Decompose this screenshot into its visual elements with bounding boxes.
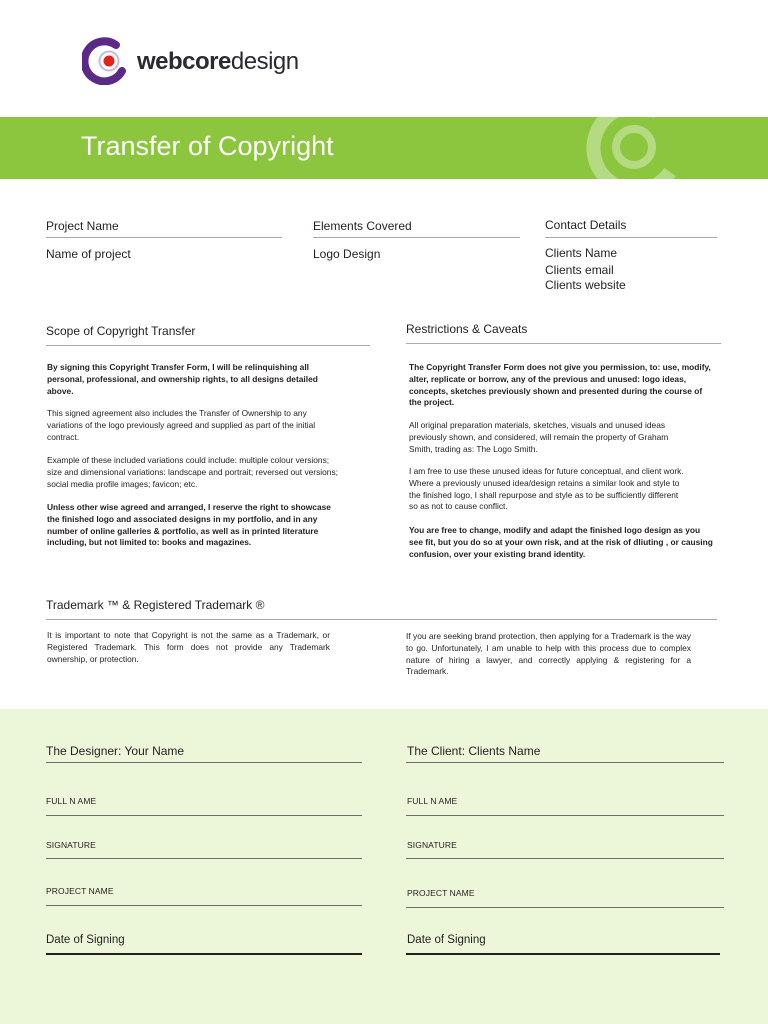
scope-paragraph-1: By signing this Copyright Transfer Form, I will be relinquishing all personal, professional, and ownership rights, to all designs detailed above. [47, 362, 318, 396]
project-name-rule [46, 237, 282, 238]
restrictions-paragraph-3: I am free to use these unused ideas for future conceptual, and client work. Where a previously unused idea/design retains a similar look and style to the finished logo, I shall repurpose and style as to be sufficiently different so as not to cause conflict. [409, 466, 684, 512]
client-project-name-label: PROJECT NAME [407, 888, 475, 898]
brand-name [137, 48, 299, 76]
client-heading-rule [406, 762, 724, 763]
designer-heading: The Designer: Your Name [46, 744, 185, 758]
contact-client-name: Clients Name [545, 246, 618, 260]
trademark-label: Trademark ™ & Registered Trademark ® [46, 598, 265, 612]
scope-label: Scope of Copyright Transfer [46, 324, 196, 338]
designer-date-label: Date of Signing [46, 934, 125, 946]
designer-project-name-field[interactable] [46, 905, 362, 906]
contact-client-website: Clients website [545, 278, 626, 292]
scope-paragraph-4: Unless other wise agreed and arranged, I reserve the right to showcase the finished logo and associated designs in my portfolio, and in any number of online galleries & portfolio, as well as in printed literature including, but not limited to: books and magazines. [47, 502, 331, 548]
brand-name-regular: design [230, 48, 299, 75]
designer-full-name-field[interactable] [46, 815, 362, 816]
client-date-field[interactable] [406, 953, 720, 955]
client-signature-label: SIGNATURE [407, 840, 457, 850]
contact-client-email: Clients email [545, 263, 614, 277]
client-project-name-field[interactable] [406, 907, 724, 908]
brand-name-bold: webcore [137, 48, 231, 75]
designer-signature-field[interactable] [46, 858, 362, 859]
decorative-swirl-icon [552, 117, 702, 179]
project-name-value: Name of project [46, 247, 131, 261]
restrictions-paragraph-1: The Copyright Transfer Form does not give you permission, to: use, modify, alter, replicate or borrow, any of the previous and unused: logo ideas, concepts, sketches previously shown and presented during the course of the project. [409, 362, 711, 408]
page-title: Transfer of Copyright [81, 131, 334, 161]
elements-covered-rule [313, 237, 520, 238]
restrictions-paragraph-4: You are free to change, modify and adapt the finished logo design as you see fit, but you do so at your own risk, and at the risk of dliuting , or causing confusion, over your existing brand identity. [409, 525, 713, 559]
client-full-name-field[interactable] [406, 815, 724, 816]
designer-full-name-label: FULL N AME [46, 796, 97, 806]
client-date-label: Date of Signing [407, 934, 486, 946]
webcore-logo-icon [82, 37, 128, 85]
client-heading: The Client: Clients Name [407, 744, 541, 758]
trademark-left-text: It is important to note that Copyright is not the same as a Trademark, or Registered Trademark. This form does not provide any Trademark ownership, or protection. [47, 630, 330, 664]
designer-heading-rule [46, 762, 362, 763]
restrictions-rule [406, 343, 721, 344]
scope-rule [46, 345, 370, 346]
project-name-label: Project Name [46, 219, 119, 233]
designer-date-field[interactable] [46, 953, 362, 955]
elements-covered-label: Elements Covered [313, 219, 412, 233]
designer-signature-label: SIGNATURE [46, 840, 96, 850]
designer-project-name-label: PROJECT NAME [46, 886, 114, 896]
contact-details-label: Contact Details [545, 218, 627, 232]
restrictions-label: Restrictions & Caveats [406, 322, 528, 336]
contact-details-rule [545, 237, 717, 238]
scope-paragraph-2: This signed agreement also includes the Transfer of Ownership to any variations of the logo previously agreed and supplied as part of the initial contract. [47, 408, 316, 442]
elements-covered-value: Logo Design [313, 247, 381, 261]
trademark-rule [46, 619, 717, 620]
client-full-name-label: FULL N AME [407, 796, 458, 806]
trademark-right-text: If you are seeking brand protection, then applying for a Trademark is the way to go. Unfortunately, I am unable to help with this process due to complex nature of hiring a lawyer, and correctly applying & registering for a Trademark. [406, 631, 691, 677]
scope-paragraph-3: Example of these included variations could include: multiple colour versions; size and dimensional variations: landscape and portrait; reversed out versions; social media profile images; favicon; etc. [47, 455, 338, 489]
title-banner [0, 117, 768, 179]
client-signature-field[interactable] [406, 858, 724, 859]
restrictions-paragraph-2: All original preparation materials, sketches, visuals and unused ideas previously shown, and considered, will remain the property of Graham Smith, trading as: The Logo Smith. [409, 420, 669, 454]
